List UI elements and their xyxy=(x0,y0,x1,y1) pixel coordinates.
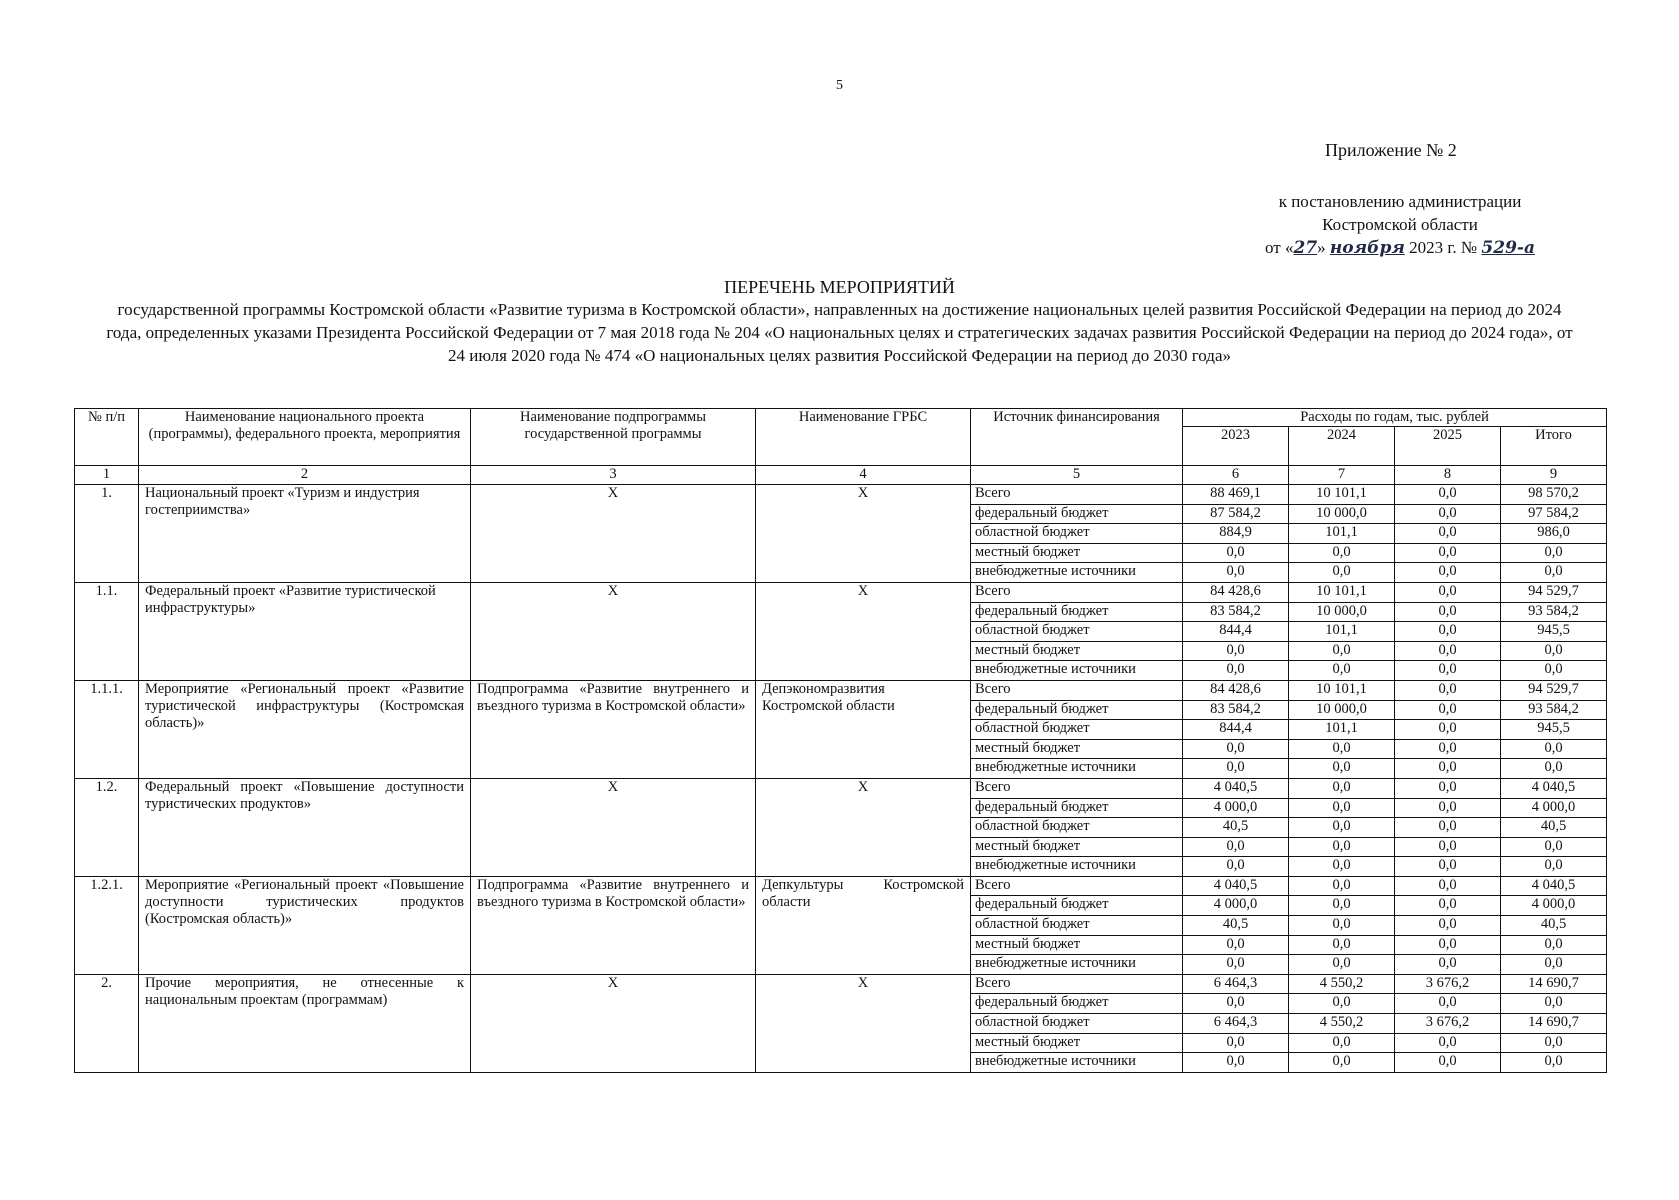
table-row xyxy=(75,974,1607,994)
amount-year: 0,0 xyxy=(1183,563,1289,583)
decree-day: 27 xyxy=(1293,238,1318,258)
amount-year: 0,0 xyxy=(1289,798,1395,818)
row-number: 1.2.1. xyxy=(75,876,139,974)
funding-source: областной бюджет xyxy=(971,524,1183,544)
col-index: 7 xyxy=(1289,466,1395,485)
amount-year: 87 584,2 xyxy=(1183,504,1289,524)
amount-total: 0,0 xyxy=(1501,641,1607,661)
amount-year: 0,0 xyxy=(1395,798,1501,818)
table-body xyxy=(75,485,1607,1073)
amount-total: 14 690,7 xyxy=(1501,1014,1607,1034)
funding-source: федеральный бюджет xyxy=(971,994,1183,1014)
item-name: Прочие мероприятия, не отнесенные к национальным проектам (программам) xyxy=(139,974,471,1072)
amount-total: 945,5 xyxy=(1501,720,1607,740)
amount-year: 0,0 xyxy=(1395,602,1501,622)
amount-year: 0,0 xyxy=(1395,818,1501,838)
decree-year: 2023 г. № xyxy=(1404,238,1482,257)
funding-source: внебюджетные источники xyxy=(971,759,1183,779)
funding-source: Всего xyxy=(971,485,1183,505)
amount-total: 0,0 xyxy=(1501,739,1607,759)
amount-year: 0,0 xyxy=(1289,916,1395,936)
amount-year: 0,0 xyxy=(1395,543,1501,563)
col-index: 5 xyxy=(971,466,1183,485)
amount-year: 844,4 xyxy=(1183,720,1289,740)
header-2025: 2025 xyxy=(1395,427,1501,466)
amount-year: 3 676,2 xyxy=(1395,974,1501,994)
amount-year: 10 101,1 xyxy=(1289,680,1395,700)
amount-year: 10 000,0 xyxy=(1289,700,1395,720)
funding-source: областной бюджет xyxy=(971,916,1183,936)
amount-total: 0,0 xyxy=(1501,994,1607,1014)
header-name: Наименование национального проекта (программы), федерального проекта, мероприятия xyxy=(139,409,471,466)
amount-year: 0,0 xyxy=(1395,876,1501,896)
header-2023: 2023 xyxy=(1183,427,1289,466)
amount-year: 0,0 xyxy=(1183,661,1289,681)
amount-year: 0,0 xyxy=(1289,563,1395,583)
decree-line-1: к постановлению администрации xyxy=(1278,192,1522,211)
decree-line-3 xyxy=(1230,236,1570,260)
amount-year: 0,0 xyxy=(1183,935,1289,955)
table-header xyxy=(75,409,1607,485)
amount-year: 101,1 xyxy=(1289,622,1395,642)
amount-year: 0,0 xyxy=(1395,641,1501,661)
amount-year: 0,0 xyxy=(1395,916,1501,936)
amount-year: 0,0 xyxy=(1395,720,1501,740)
amount-total: 40,5 xyxy=(1501,818,1607,838)
amount-year: 0,0 xyxy=(1183,994,1289,1014)
col-index: 4 xyxy=(756,466,971,485)
amount-total: 97 584,2 xyxy=(1501,504,1607,524)
header-source: Источник финансирования xyxy=(971,409,1183,466)
amount-year: 0,0 xyxy=(1395,622,1501,642)
item-name: Федеральный проект «Повышение доступности туристических продуктов» xyxy=(139,778,471,876)
amount-year: 0,0 xyxy=(1395,778,1501,798)
amount-total: 93 584,2 xyxy=(1501,602,1607,622)
funding-source: внебюджетные источники xyxy=(971,857,1183,877)
amount-year: 0,0 xyxy=(1395,857,1501,877)
amount-year: 0,0 xyxy=(1289,641,1395,661)
amount-year: 0,0 xyxy=(1289,955,1395,975)
amount-year: 101,1 xyxy=(1289,524,1395,544)
table-row xyxy=(75,582,1607,602)
funding-source: внебюджетные источники xyxy=(971,955,1183,975)
amount-total: 4 000,0 xyxy=(1501,798,1607,818)
amount-year: 0,0 xyxy=(1183,1053,1289,1073)
subprogram-name: X xyxy=(471,974,756,1072)
amount-year: 0,0 xyxy=(1183,837,1289,857)
header-expenses: Расходы по годам, тыс. рублей xyxy=(1183,409,1607,427)
amount-year: 6 464,3 xyxy=(1183,1014,1289,1034)
grbs-name: Депэкономразвития Костромской области xyxy=(756,680,971,778)
funding-source: местный бюджет xyxy=(971,837,1183,857)
funding-source: федеральный бюджет xyxy=(971,602,1183,622)
amount-total: 0,0 xyxy=(1501,1033,1607,1053)
header-num: № п/п xyxy=(75,409,139,466)
grbs-name: X xyxy=(756,582,971,680)
amount-year: 6 464,3 xyxy=(1183,974,1289,994)
header-subprogram: Наименование подпрограммы государственной программы xyxy=(471,409,756,466)
table-row xyxy=(75,876,1607,896)
amount-total: 4 040,5 xyxy=(1501,876,1607,896)
funding-source: местный бюджет xyxy=(971,935,1183,955)
column-index-row xyxy=(75,466,1607,485)
col-index: 8 xyxy=(1395,466,1501,485)
amount-year: 0,0 xyxy=(1183,759,1289,779)
item-name: Мероприятие «Региональный проект «Повышение доступности туристических продуктов (Костромская область)» xyxy=(139,876,471,974)
grbs-name: Депкультуры Костромской области xyxy=(756,876,971,974)
amount-year: 10 000,0 xyxy=(1289,504,1395,524)
col-index: 2 xyxy=(139,466,471,485)
col-index: 3 xyxy=(471,466,756,485)
amount-year: 0,0 xyxy=(1289,837,1395,857)
amount-year: 0,0 xyxy=(1395,700,1501,720)
appendix-label: Приложение № 2 xyxy=(1325,140,1457,160)
amount-total: 4 000,0 xyxy=(1501,896,1607,916)
amount-total: 0,0 xyxy=(1501,563,1607,583)
header-total: Итого xyxy=(1501,427,1607,466)
item-name: Национальный проект «Туризм и индустрия гостеприимства» xyxy=(139,485,471,583)
amount-year: 0,0 xyxy=(1289,935,1395,955)
amount-year: 10 101,1 xyxy=(1289,485,1395,505)
amount-year: 0,0 xyxy=(1395,1033,1501,1053)
subprogram-name: Подпрограмма «Развитие внутреннего и въездного туризма в Костромской области» xyxy=(471,680,756,778)
header-grbs: Наименование ГРБС xyxy=(756,409,971,466)
amount-year: 0,0 xyxy=(1289,896,1395,916)
amount-year: 0,0 xyxy=(1395,680,1501,700)
amount-year: 0,0 xyxy=(1289,739,1395,759)
amount-year: 4 040,5 xyxy=(1183,778,1289,798)
row-number: 2. xyxy=(75,974,139,1072)
table-row xyxy=(75,680,1607,700)
funding-source: внебюджетные источники xyxy=(971,563,1183,583)
amount-year: 0,0 xyxy=(1289,759,1395,779)
amount-year: 0,0 xyxy=(1289,857,1395,877)
funding-source: областной бюджет xyxy=(971,622,1183,642)
amount-year: 40,5 xyxy=(1183,916,1289,936)
funding-source: внебюджетные источники xyxy=(971,661,1183,681)
funding-source: местный бюджет xyxy=(971,641,1183,661)
decree-month: ноября xyxy=(1329,238,1405,258)
row-number: 1.1. xyxy=(75,582,139,680)
funding-source: областной бюджет xyxy=(971,1014,1183,1034)
row-number: 1. xyxy=(75,485,139,583)
amount-year: 0,0 xyxy=(1395,582,1501,602)
funding-source: федеральный бюджет xyxy=(971,504,1183,524)
amount-year: 84 428,6 xyxy=(1183,680,1289,700)
document-subtitle: государственной программы Костромской области «Развитие туризма в Костромской области», направленных на достижение национальных целей развития Российской Федерации на период до 2024 года, определенных указами Президента Российской Федерации от 7 мая 2018 года № 204 «О национальных целях и стратегических задачах развития Российской Федерации на период до 2024 года», от 24 июля 2020 года № 474 «О национальных целях развития Российской Федерации на период до 2030 года» xyxy=(106,300,1573,365)
funding-source: областной бюджет xyxy=(971,818,1183,838)
amount-total: 98 570,2 xyxy=(1501,485,1607,505)
amount-year: 0,0 xyxy=(1289,1033,1395,1053)
amount-year: 4 040,5 xyxy=(1183,876,1289,896)
decree-line-2: Костромской области xyxy=(1322,215,1478,234)
amount-year: 884,9 xyxy=(1183,524,1289,544)
amount-year: 0,0 xyxy=(1183,641,1289,661)
amount-year: 88 469,1 xyxy=(1183,485,1289,505)
amount-year: 0,0 xyxy=(1289,661,1395,681)
amount-total: 94 529,7 xyxy=(1501,680,1607,700)
amount-year: 0,0 xyxy=(1289,1053,1395,1073)
amount-year: 0,0 xyxy=(1395,563,1501,583)
amount-year: 0,0 xyxy=(1183,857,1289,877)
amount-year: 0,0 xyxy=(1289,876,1395,896)
funding-source: Всего xyxy=(971,680,1183,700)
amount-year: 0,0 xyxy=(1395,955,1501,975)
header-2024: 2024 xyxy=(1289,427,1395,466)
amount-total: 93 584,2 xyxy=(1501,700,1607,720)
funding-source: внебюджетные источники xyxy=(971,1053,1183,1073)
amount-year: 0,0 xyxy=(1395,661,1501,681)
amount-year: 10 101,1 xyxy=(1289,582,1395,602)
amount-total: 986,0 xyxy=(1501,524,1607,544)
budget-table xyxy=(74,408,1607,1073)
amount-total: 0,0 xyxy=(1501,857,1607,877)
amount-year: 0,0 xyxy=(1289,994,1395,1014)
amount-year: 0,0 xyxy=(1395,837,1501,857)
amount-year: 40,5 xyxy=(1183,818,1289,838)
item-name: Мероприятие «Региональный проект «Развитие туристической инфраструктуры (Костромская область)» xyxy=(139,680,471,778)
funding-source: местный бюджет xyxy=(971,1033,1183,1053)
table-row xyxy=(75,485,1607,505)
amount-total: 0,0 xyxy=(1501,661,1607,681)
amount-year: 0,0 xyxy=(1395,759,1501,779)
amount-year: 10 000,0 xyxy=(1289,602,1395,622)
amount-year: 0,0 xyxy=(1289,778,1395,798)
amount-year: 83 584,2 xyxy=(1183,700,1289,720)
amount-year: 0,0 xyxy=(1395,739,1501,759)
amount-year: 83 584,2 xyxy=(1183,602,1289,622)
amount-year: 0,0 xyxy=(1183,955,1289,975)
amount-total: 14 690,7 xyxy=(1501,974,1607,994)
subprogram-name: X xyxy=(471,778,756,876)
amount-year: 3 676,2 xyxy=(1395,1014,1501,1034)
subprogram-name: Подпрограмма «Развитие внутреннего и въездного туризма в Костромской области» xyxy=(471,876,756,974)
amount-total: 0,0 xyxy=(1501,1053,1607,1073)
funding-source: федеральный бюджет xyxy=(971,896,1183,916)
row-number: 1.1.1. xyxy=(75,680,139,778)
funding-source: областной бюджет xyxy=(971,720,1183,740)
funding-source: Всего xyxy=(971,778,1183,798)
amount-year: 84 428,6 xyxy=(1183,582,1289,602)
amount-year: 4 550,2 xyxy=(1289,974,1395,994)
decree-prefix: от « xyxy=(1265,238,1294,257)
funding-source: федеральный бюджет xyxy=(971,798,1183,818)
amount-total: 0,0 xyxy=(1501,935,1607,955)
amount-year: 0,0 xyxy=(1289,543,1395,563)
funding-source: местный бюджет xyxy=(971,739,1183,759)
amount-year: 0,0 xyxy=(1395,994,1501,1014)
grbs-name: X xyxy=(756,485,971,583)
funding-source: Всего xyxy=(971,876,1183,896)
item-name: Федеральный проект «Развитие туристической инфраструктуры» xyxy=(139,582,471,680)
decree-number: 529-а xyxy=(1481,238,1535,258)
funding-source: федеральный бюджет xyxy=(971,700,1183,720)
amount-total: 4 040,5 xyxy=(1501,778,1607,798)
amount-year: 0,0 xyxy=(1183,1033,1289,1053)
amount-year: 844,4 xyxy=(1183,622,1289,642)
amount-total: 0,0 xyxy=(1501,759,1607,779)
amount-year: 0,0 xyxy=(1395,896,1501,916)
page-number: 5 xyxy=(836,78,843,93)
amount-total: 40,5 xyxy=(1501,916,1607,936)
amount-year: 0,0 xyxy=(1395,504,1501,524)
amount-year: 4 000,0 xyxy=(1183,896,1289,916)
funding-source: Всего xyxy=(971,974,1183,994)
amount-year: 0,0 xyxy=(1395,1053,1501,1073)
col-index: 6 xyxy=(1183,466,1289,485)
funding-source: Всего xyxy=(971,582,1183,602)
document-title: ПЕРЕЧЕНЬ МЕРОПРИЯТИЙ xyxy=(724,277,955,297)
subprogram-name: X xyxy=(471,485,756,583)
amount-year: 0,0 xyxy=(1183,739,1289,759)
amount-total: 0,0 xyxy=(1501,837,1607,857)
decree-mid: » xyxy=(1317,238,1330,257)
table-row xyxy=(75,778,1607,798)
amount-year: 0,0 xyxy=(1395,935,1501,955)
amount-year: 0,0 xyxy=(1289,818,1395,838)
col-index: 1 xyxy=(75,466,139,485)
amount-year: 4 550,2 xyxy=(1289,1014,1395,1034)
col-index: 9 xyxy=(1501,466,1607,485)
amount-total: 94 529,7 xyxy=(1501,582,1607,602)
decree-reference xyxy=(1230,190,1570,260)
grbs-name: X xyxy=(756,974,971,1072)
grbs-name: X xyxy=(756,778,971,876)
amount-year: 0,0 xyxy=(1395,485,1501,505)
subprogram-name: X xyxy=(471,582,756,680)
amount-year: 4 000,0 xyxy=(1183,798,1289,818)
row-number: 1.2. xyxy=(75,778,139,876)
amount-total: 945,5 xyxy=(1501,622,1607,642)
funding-source: местный бюджет xyxy=(971,543,1183,563)
amount-year: 101,1 xyxy=(1289,720,1395,740)
amount-total: 0,0 xyxy=(1501,543,1607,563)
amount-year: 0,0 xyxy=(1395,524,1501,544)
amount-year: 0,0 xyxy=(1183,543,1289,563)
amount-total: 0,0 xyxy=(1501,955,1607,975)
